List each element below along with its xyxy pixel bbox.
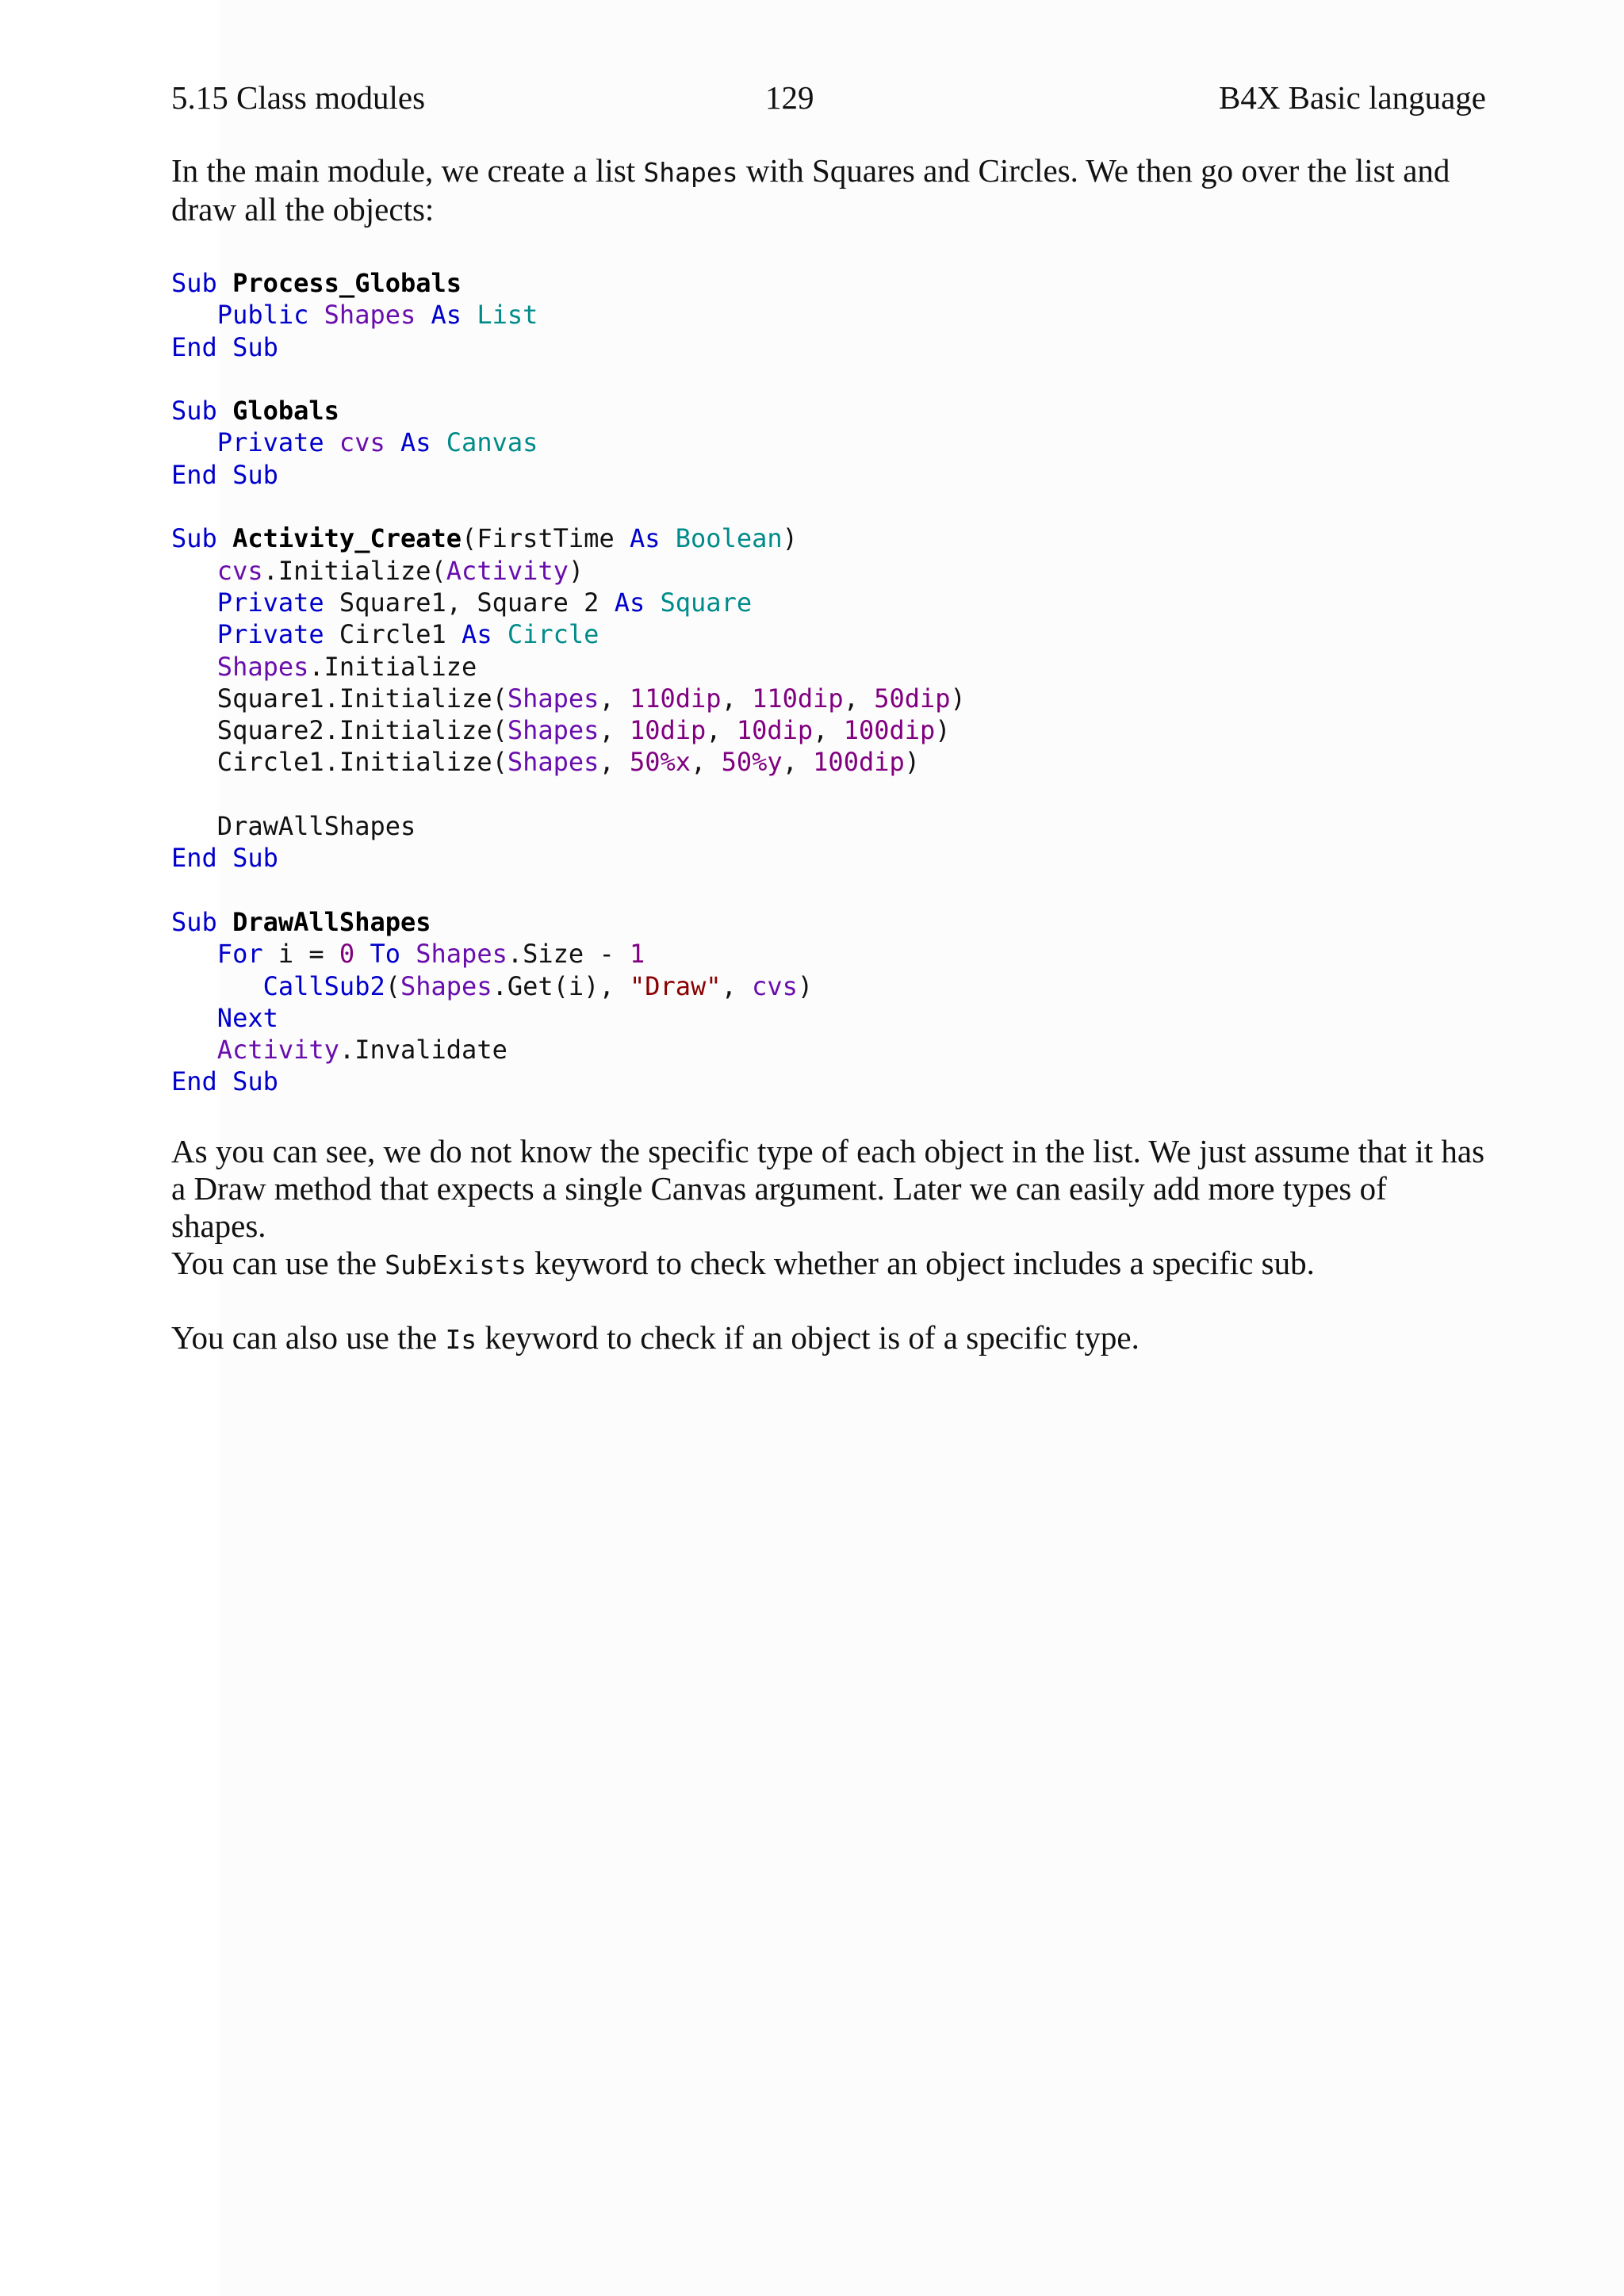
code-token: , bbox=[721, 683, 753, 714]
code-token: Process_Globals bbox=[232, 268, 462, 298]
code-token: Sub bbox=[171, 268, 233, 298]
code-token: Shapes bbox=[216, 651, 309, 682]
code-token: For bbox=[216, 939, 278, 970]
code-token: 50%x bbox=[629, 747, 691, 778]
code-token: CallSub2 bbox=[262, 970, 385, 1001]
code-token: Shapes bbox=[507, 715, 599, 746]
code-line bbox=[171, 779, 966, 810]
code-token: Shapes bbox=[324, 300, 431, 331]
code-token: Private bbox=[216, 619, 339, 650]
code-token: cvs bbox=[216, 555, 263, 586]
code-token: 110dip bbox=[752, 683, 844, 714]
book-title: B4X Basic language bbox=[1218, 79, 1486, 116]
code-token: 0 bbox=[339, 939, 370, 970]
code-token: , bbox=[706, 715, 737, 746]
intro-text-before: In the main module, we create a list bbox=[171, 152, 644, 189]
is-keyword-paragraph bbox=[171, 1319, 1488, 1358]
code-token: Activity bbox=[216, 1035, 339, 1066]
intro-paragraph bbox=[171, 152, 1488, 228]
section-title: 5.15 Class modules bbox=[171, 79, 426, 116]
code-token: Sub bbox=[171, 906, 233, 937]
code-line bbox=[171, 683, 966, 714]
code-token: ) bbox=[935, 715, 951, 746]
code-line bbox=[171, 1002, 966, 1034]
code-token: DrawAllShapes bbox=[232, 906, 431, 937]
code-token bbox=[171, 1003, 217, 1033]
code-line bbox=[171, 427, 966, 458]
subexists-text-before: You can use the bbox=[171, 1245, 385, 1281]
code-token: Shapes bbox=[400, 970, 492, 1001]
code-line bbox=[171, 1034, 966, 1066]
code-token: Private bbox=[216, 427, 339, 458]
code-line bbox=[171, 618, 966, 650]
code-token: Circle bbox=[507, 619, 599, 650]
code-token: i = bbox=[278, 939, 339, 970]
code-token: Shapes bbox=[507, 683, 599, 714]
code-token: Public bbox=[216, 300, 324, 331]
code-token: ) bbox=[797, 970, 814, 1001]
code-token: 100dip bbox=[813, 747, 905, 778]
code-token: 10dip bbox=[629, 715, 707, 746]
code-line bbox=[171, 299, 966, 331]
code-token bbox=[171, 427, 217, 457]
code-token: Square1, Square 2 bbox=[339, 587, 615, 618]
code-token: Square bbox=[660, 587, 753, 618]
code-token: ) bbox=[904, 747, 921, 778]
code-token: ) bbox=[782, 523, 798, 554]
code-token: Shapes bbox=[507, 747, 599, 778]
code-line bbox=[171, 874, 966, 906]
code-token: Sub bbox=[171, 396, 233, 427]
code-token: .Initialize( bbox=[262, 555, 446, 586]
code-line bbox=[171, 491, 966, 522]
inline-code-shapes: Shapes bbox=[643, 157, 738, 188]
code-token: 110dip bbox=[629, 683, 722, 714]
code-line bbox=[171, 395, 966, 427]
code-token bbox=[171, 971, 263, 1001]
code-block bbox=[171, 267, 966, 1098]
code-token: Activity bbox=[446, 555, 569, 586]
code-token: List bbox=[477, 300, 538, 331]
code-line bbox=[171, 906, 966, 938]
code-token: To bbox=[370, 939, 416, 970]
code-line bbox=[171, 587, 966, 618]
code-token: .Get(i), bbox=[492, 970, 630, 1001]
code-line bbox=[171, 842, 966, 874]
code-token: , bbox=[599, 683, 630, 714]
code-token bbox=[171, 1035, 217, 1065]
code-token: cvs bbox=[752, 970, 798, 1001]
code-token: , bbox=[782, 747, 814, 778]
page-header bbox=[171, 78, 1486, 117]
code-token: .Invalidate bbox=[339, 1035, 508, 1066]
code-token bbox=[171, 587, 217, 618]
code-token: End Sub bbox=[171, 843, 278, 874]
code-token bbox=[171, 556, 217, 586]
code-token: , bbox=[721, 970, 753, 1001]
code-line bbox=[171, 938, 966, 970]
code-token: "Draw" bbox=[629, 970, 722, 1001]
code-token: 100dip bbox=[843, 715, 936, 746]
code-token: Circle1 bbox=[339, 619, 462, 650]
code-token: 50dip bbox=[874, 683, 951, 714]
code-token bbox=[171, 300, 217, 330]
code-token: ) bbox=[950, 683, 966, 714]
code-token: (FirstTime bbox=[462, 523, 630, 554]
code-token: 1 bbox=[629, 939, 645, 970]
code-token: 50%y bbox=[721, 747, 783, 778]
code-token bbox=[171, 652, 217, 682]
subexists-text-after: keyword to check whether an object includes a specific sub. bbox=[526, 1245, 1315, 1281]
inline-code-subexists: SubExists bbox=[385, 1249, 527, 1280]
code-token: , bbox=[843, 683, 875, 714]
code-token: Shapes bbox=[416, 939, 508, 970]
code-line bbox=[171, 1066, 966, 1097]
code-line bbox=[171, 331, 966, 363]
code-token: Activity_Create bbox=[232, 523, 462, 554]
code-token: .Size - bbox=[507, 939, 630, 970]
code-line bbox=[171, 555, 966, 587]
code-token: .Initialize bbox=[308, 651, 477, 682]
code-token: As bbox=[462, 619, 508, 650]
code-line bbox=[171, 459, 966, 491]
subexists-paragraph bbox=[171, 1245, 1488, 1284]
code-token: As bbox=[629, 523, 676, 554]
code-token: As bbox=[400, 427, 446, 458]
code-line bbox=[171, 363, 966, 395]
code-token: Sub bbox=[171, 523, 233, 554]
code-token: End Sub bbox=[171, 331, 278, 362]
code-token: cvs bbox=[339, 427, 400, 458]
inline-code-is: Is bbox=[445, 1324, 477, 1355]
code-line bbox=[171, 522, 966, 554]
code-token: End Sub bbox=[171, 1066, 278, 1097]
code-token: End Sub bbox=[171, 459, 278, 490]
code-token: Square2.Initialize( bbox=[171, 715, 508, 746]
code-token: , bbox=[691, 747, 722, 778]
code-token: Next bbox=[216, 1002, 278, 1033]
code-token: Globals bbox=[232, 396, 339, 427]
code-line bbox=[171, 746, 966, 778]
code-token: Circle1.Initialize( bbox=[171, 747, 508, 778]
code-token: , bbox=[813, 715, 844, 746]
code-line bbox=[171, 651, 966, 683]
code-line bbox=[171, 970, 966, 1002]
code-token: ( bbox=[385, 970, 400, 1001]
code-token bbox=[171, 939, 217, 969]
code-line bbox=[171, 810, 966, 842]
code-line bbox=[171, 714, 966, 746]
code-line bbox=[171, 267, 966, 299]
intro-text-after: with Squares and Circles. We then go over the list and draw all the objects: bbox=[171, 152, 1450, 228]
code-token: Canvas bbox=[446, 427, 538, 458]
code-token: , bbox=[599, 747, 630, 778]
code-token bbox=[171, 619, 217, 649]
code-token: Private bbox=[216, 587, 339, 618]
code-token: 10dip bbox=[736, 715, 814, 746]
code-token: Square1.Initialize( bbox=[171, 683, 508, 714]
code-token: DrawAllShapes bbox=[171, 811, 416, 842]
is-text-before: You can also use the bbox=[171, 1319, 446, 1356]
page-number: 129 bbox=[765, 79, 814, 116]
code-token: Boolean bbox=[675, 523, 783, 554]
code-token: , bbox=[599, 715, 630, 746]
code-token: ) bbox=[568, 555, 584, 586]
code-token: As bbox=[614, 587, 661, 618]
explanation-paragraph: As you can see, we do not know the specific type of each object in the list. We just assume that it has a Draw method that expects a single Canvas argument. Later we can easily add more types of shapes. bbox=[171, 1133, 1485, 1244]
is-text-after: keyword to check if an object is of a specific type. bbox=[477, 1319, 1139, 1356]
code-token: As bbox=[431, 300, 477, 331]
